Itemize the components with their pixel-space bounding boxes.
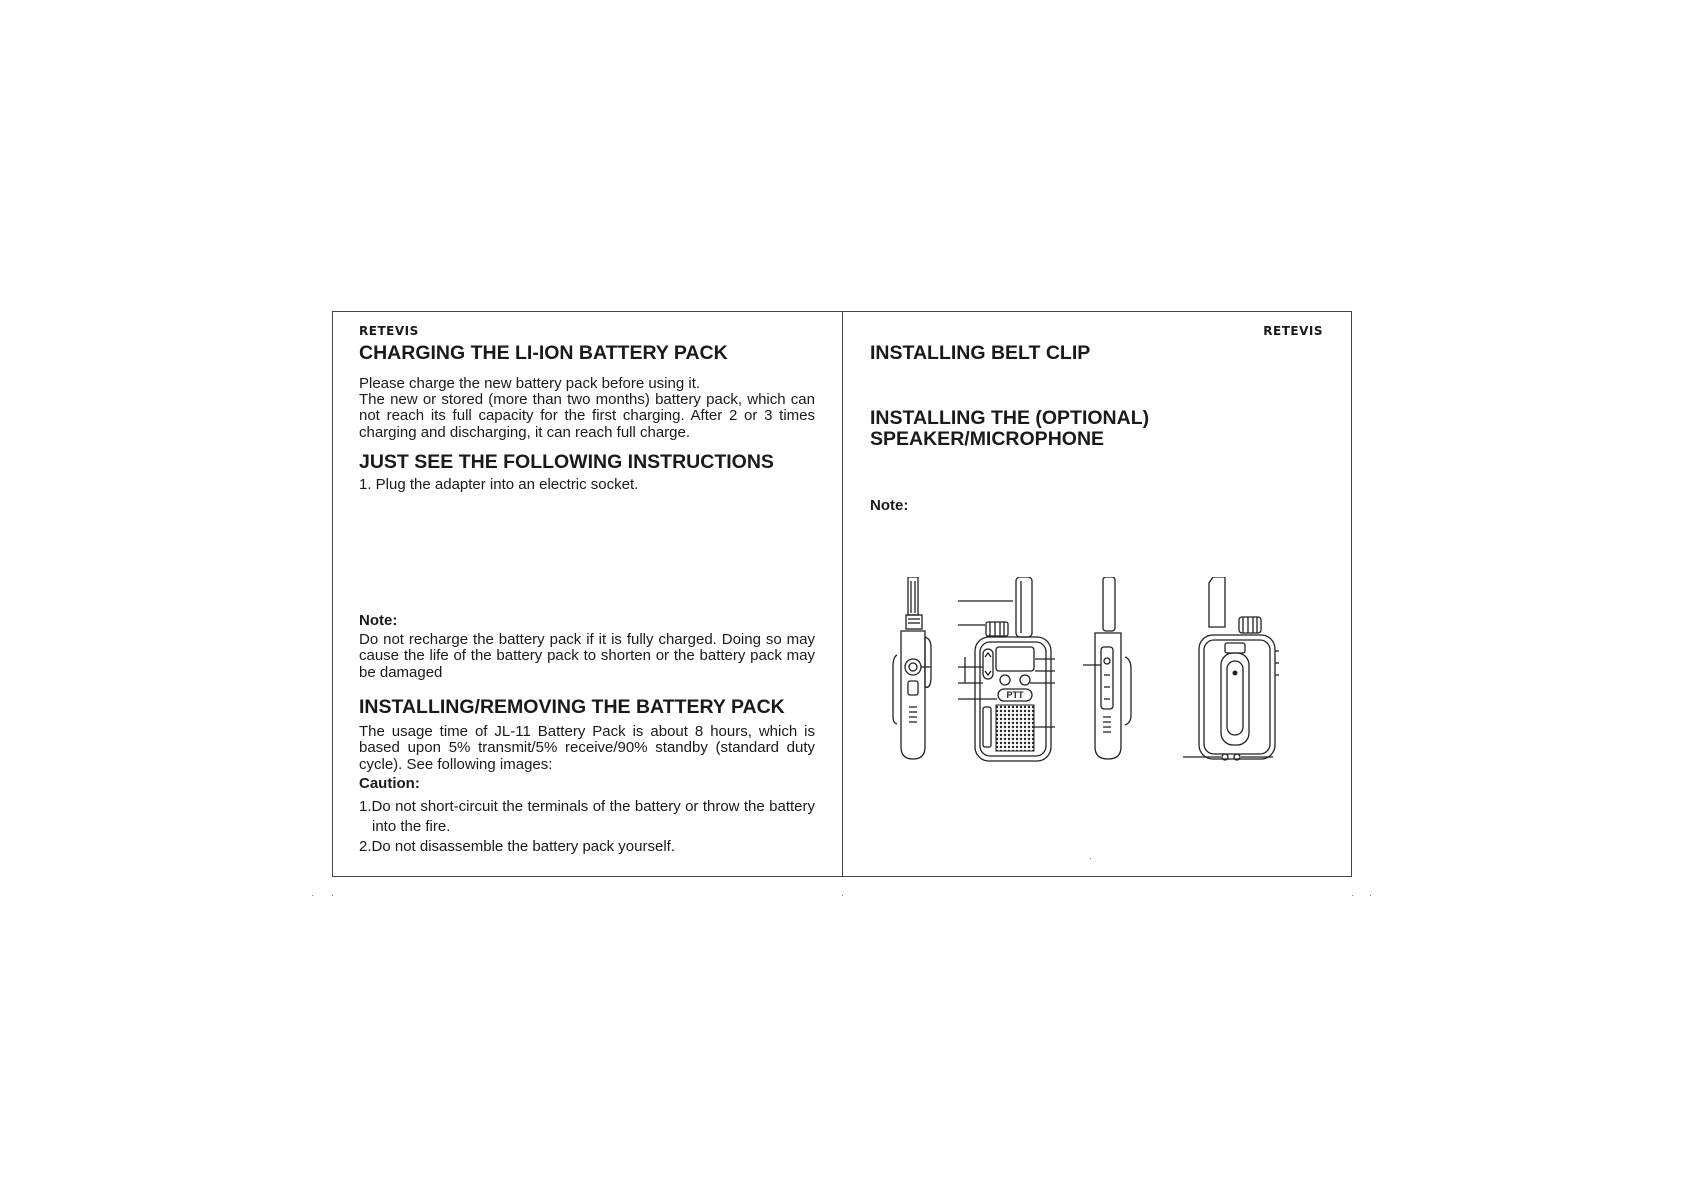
radio-illustration <box>863 577 1343 797</box>
radio-side-view-right <box>1083 577 1131 759</box>
speaker-title-line-2: SPEAKER/MICROPHONE <box>870 428 1105 450</box>
note-text: Do not recharge the battery pack if it is fully charged. Doing so may cause the life of the battery pack to shorten or the battery pack may be damaged <box>359 631 815 681</box>
ptt-label: PTT <box>1006 690 1024 700</box>
intro-line-1: Please charge the new battery pack before using it. <box>359 375 701 392</box>
radio-back-view <box>1183 577 1279 760</box>
note-label: Note: <box>359 612 398 629</box>
print-mark <box>1090 858 1091 859</box>
radio-side-view-left <box>893 577 931 759</box>
print-mark <box>1352 895 1353 896</box>
print-mark <box>1370 895 1371 896</box>
print-mark <box>842 895 843 896</box>
step-1: 1. Plug the adapter into an electric socket. <box>359 476 639 493</box>
brand-logo: RETEVIS <box>359 324 419 338</box>
right-page <box>843 312 1353 876</box>
belt-clip-title: INSTALLING BELT CLIP <box>870 342 1091 364</box>
print-mark <box>332 895 333 896</box>
right-note-label: Note: <box>870 497 909 514</box>
intro-paragraph: The new or stored (more than two months) battery pack, which can not reach its full capacity for the first charging. After 2 or 3 times charging and discharging, it can reach full charge. <box>359 391 815 441</box>
left-page <box>333 312 842 876</box>
brand-logo-right: RETEVIS <box>1263 324 1323 338</box>
instructions-title: JUST SEE THE FOLLOWING INSTRUCTIONS <box>359 451 774 473</box>
caution-2: 2.Do not disassemble the battery pack yourself. <box>359 838 675 855</box>
caution-label: Caution: <box>359 775 420 792</box>
manual-spread <box>332 311 1352 877</box>
battery-text: The usage time of JL-11 Battery Pack is about 8 hours, which is based upon 5% transmit/5% receive/90% standby (standard duty cycle). See following images: <box>359 723 815 773</box>
caution-1: 1.Do not short-circuit the terminals of the battery or throw the battery into the fire. <box>359 798 815 835</box>
print-mark <box>312 895 313 896</box>
speaker-title-line-1: INSTALLING THE (OPTIONAL) <box>870 407 1150 429</box>
charging-title: CHARGING THE LI-ION BATTERY PACK <box>359 342 728 364</box>
radio-front-view <box>958 577 1055 761</box>
battery-title: INSTALLING/REMOVING THE BATTERY PACK <box>359 696 785 718</box>
